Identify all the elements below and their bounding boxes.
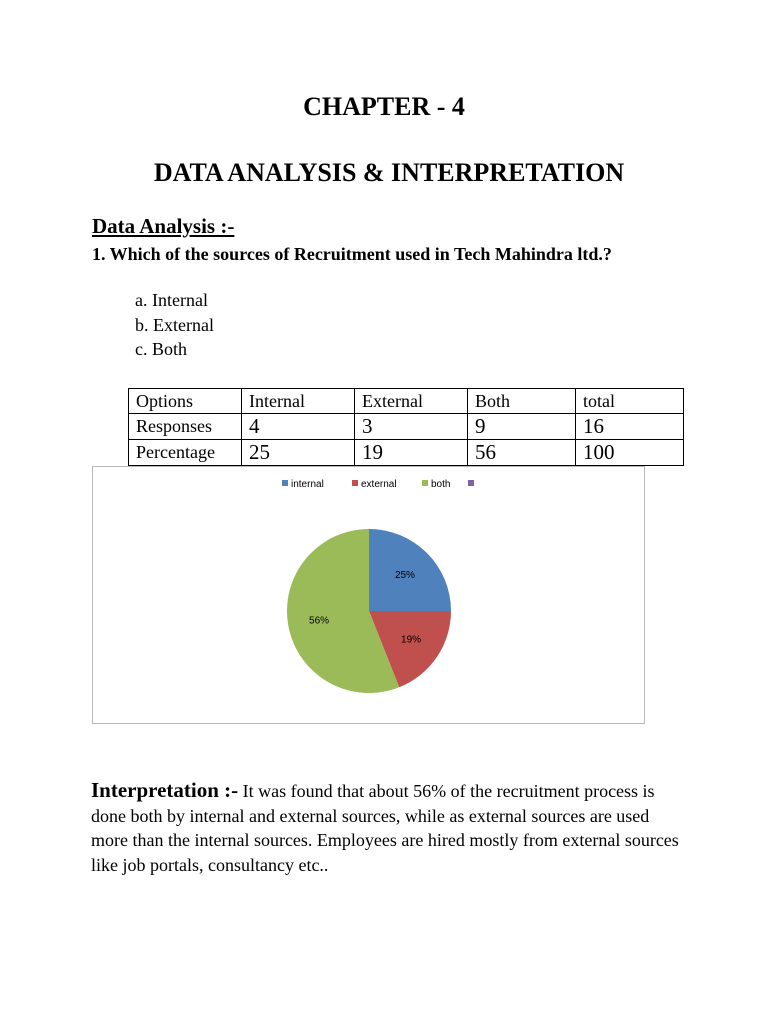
legend-swatch-both: [422, 480, 428, 486]
interpretation-label: Interpretation :-: [91, 778, 239, 802]
table-header-cell: Both: [468, 389, 576, 414]
table-cell: 16: [576, 414, 684, 440]
table-row: [129, 440, 684, 466]
pie-slices: [287, 529, 451, 693]
answer-options: [135, 288, 214, 362]
interpretation-paragraph: [91, 778, 681, 877]
question-text: 1. Which of the sources of Recruitment used in Tech Mahindra ltd.?: [92, 244, 612, 264]
legend-swatch-unnamed: [468, 480, 474, 486]
table-row-label: Responses: [129, 414, 242, 440]
table-header-cell: External: [355, 389, 468, 414]
chapter-title: CHAPTER - 4: [303, 92, 465, 121]
legend-label-external: external: [361, 479, 397, 490]
table-header-cell: total: [576, 389, 684, 414]
interpretation-text: It was found that about 56% of the recruitment process is done both by internal and external sources, while as external sources are used more than the internal sources. Employees are hired mostly from external sources like job portals, consultancy etc..: [91, 781, 679, 875]
section-title: Data Analysis :-: [92, 214, 235, 238]
option-both: c. Both: [135, 339, 187, 359]
responses-table: [128, 388, 684, 466]
option-external: b. External: [135, 314, 214, 335]
table-cell: 100: [576, 440, 684, 466]
table-cell: 4: [242, 414, 355, 440]
table-header-row: [129, 389, 684, 414]
legend-label-internal: internal: [291, 479, 324, 490]
table-cell: 19: [355, 440, 468, 466]
pie-data-label-external: 19%: [401, 634, 422, 646]
table-row: [129, 414, 684, 440]
pie-chart-frame: [92, 466, 645, 724]
table-cell: 56: [468, 440, 576, 466]
pie-data-label-internal: 25%: [394, 570, 415, 582]
page-heading: DATA ANALYSIS & INTERPRETATION: [153, 158, 625, 187]
legend-label-both: both: [431, 479, 451, 490]
legend-swatch-external: [352, 480, 358, 486]
table-cell: 25: [242, 440, 355, 466]
table-row-label: Percentage: [129, 440, 242, 466]
option-internal: a. Internal: [135, 290, 208, 310]
legend-swatch-internal: [282, 480, 288, 486]
pie-data-label-both: 56%: [309, 615, 330, 627]
table-header-cell: Internal: [242, 389, 355, 414]
table-cell: 3: [355, 414, 468, 440]
pie-chart: [93, 467, 644, 723]
table-cell: 9: [468, 414, 576, 440]
table-header-cell: Options: [129, 389, 242, 414]
chart-legend: [282, 479, 474, 490]
